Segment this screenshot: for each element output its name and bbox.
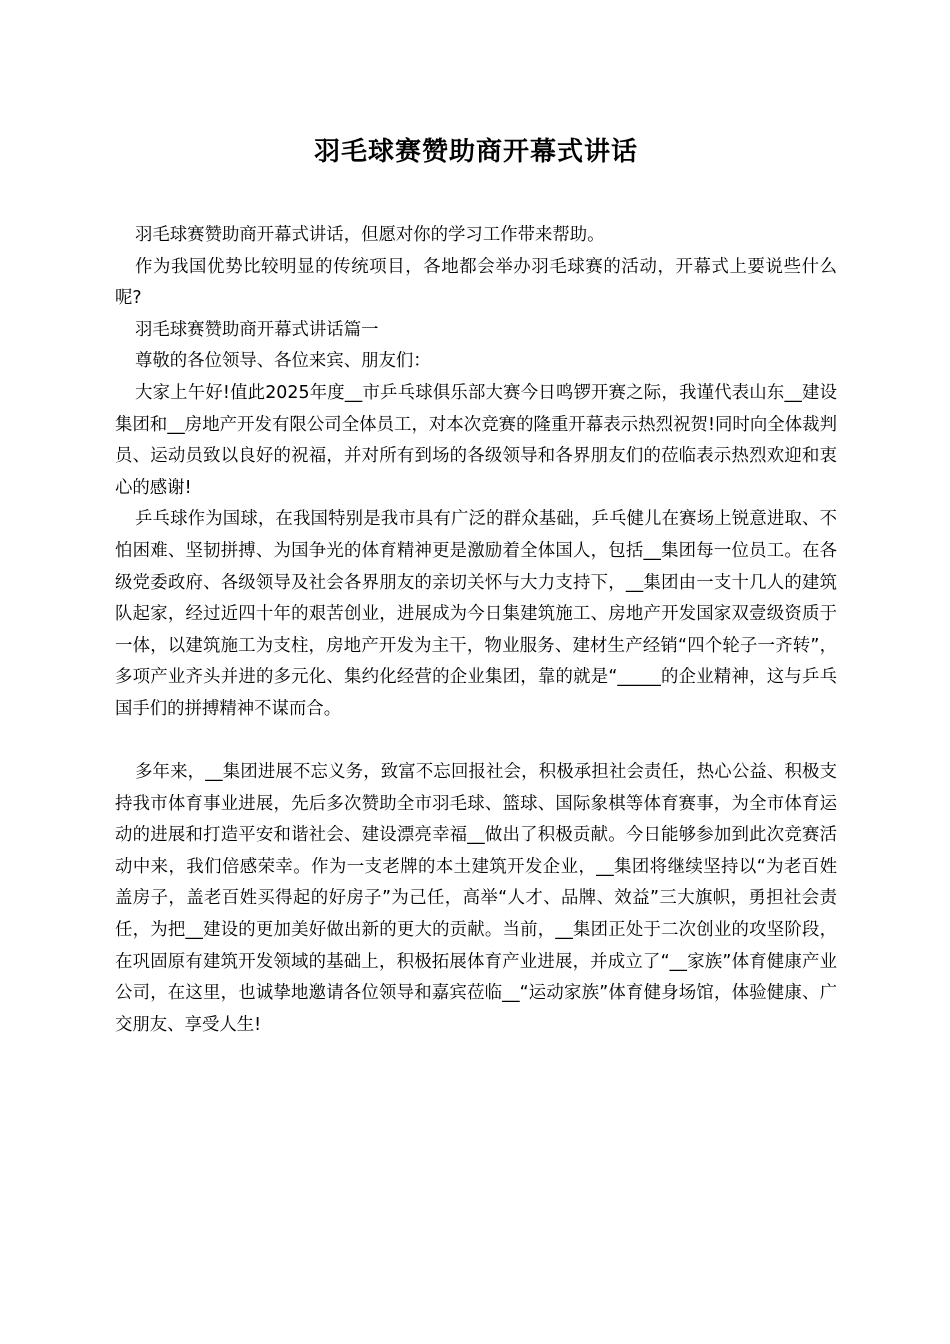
document-title: 羽毛球赛赞助商开幕式讲话 <box>313 137 638 167</box>
paragraph-company-history: 乒乓球作为国球，在我国特别是我市具有广泛的群众基础，乒乓健儿在赛场上锐意进取、不怕困难、坚韧拼搏、为国争光的体育精神更是激励着全体国人，包括__集团每一位员工。在各级党委政府、各级领导及社会各界朋友的亲切关怀与大力支持下，__集团由一支十几人的建筑队起家，经过近四十年的艰苦创业，进展成为今日集建筑施工、房地产开发国家双壹级资质于一体，以建筑施工为支柱，房地产开发为主干，物业服务、建材生产经销“四个轮子一齐转”，多项产业齐头并进的多元化、集约化经营的企业集团，靠的就是“_____的企业精神，这与乒乓国手们的拼搏精神不谋而合。 <box>115 509 837 719</box>
document-page <box>115 128 837 1041</box>
paragraph-greeting: 大家上午好!值此2025年度__市乒乓球俱乐部大赛今日鸣锣开赛之际，我谨代表山东__建设集团和__房地产开发有限公司全体员工，对本次竞赛的隆重开幕表示热烈祝贺!同时向全体裁判员、运动员致以良好的祝福，并对所有到场的各级领导和各界朋友们的莅临表示热烈欢迎和衷心的感谢! <box>115 382 837 498</box>
paragraph-social-responsibility: 多年来，__集团进展不忘义务，致富不忘回报社会，积极承担社会责任，热心公益、积极支持我市体育事业进展，先后多次赞助全市羽毛球、篮球、国际象棋等体育赛事，为全市体育运动的进展和打造平安和谐社会、建设漂亮幸福__做出了积极贡献。今日能够参加到此次竞赛活动中来，我们倍感荣幸。作为一支老牌的本土建筑开发企业，__集团将继续坚持以“为老百姓盖房子，盖老百姓买得起的好房子”为己任，高举“人才、品牌、效益”三大旗帜，勇担社会责任，为把__建设的更加美好做出新的更大的贡献。当前，__集团正处于二次创业的攻坚阶段，在巩固原有建筑开发领域的基础上，积极拓展体育产业进展，并成立了“__家族”体育健康产业公司，在这里，也诚挚地邀请各位领导和嘉宾莅临__“运动家族”体育健身场馆，体验健康、广交朋友、享受人生! <box>115 762 837 1035</box>
paragraph-spacer <box>115 726 837 758</box>
paragraph-salutation: 尊敬的各位领导、各位来宾、朋友们： <box>135 351 431 372</box>
section-heading: 羽毛球赛赞助商开幕式讲话篇一 <box>135 319 379 340</box>
paragraph-intro: 羽毛球赛赞助商开幕式讲话，但愿对你的学习工作带来帮助。 <box>135 225 605 245</box>
paragraph-question: 作为我国优势比较明显的传统项目，各地都会举办羽毛球赛的活动，开幕式上要说些什么呢? <box>115 256 837 309</box>
